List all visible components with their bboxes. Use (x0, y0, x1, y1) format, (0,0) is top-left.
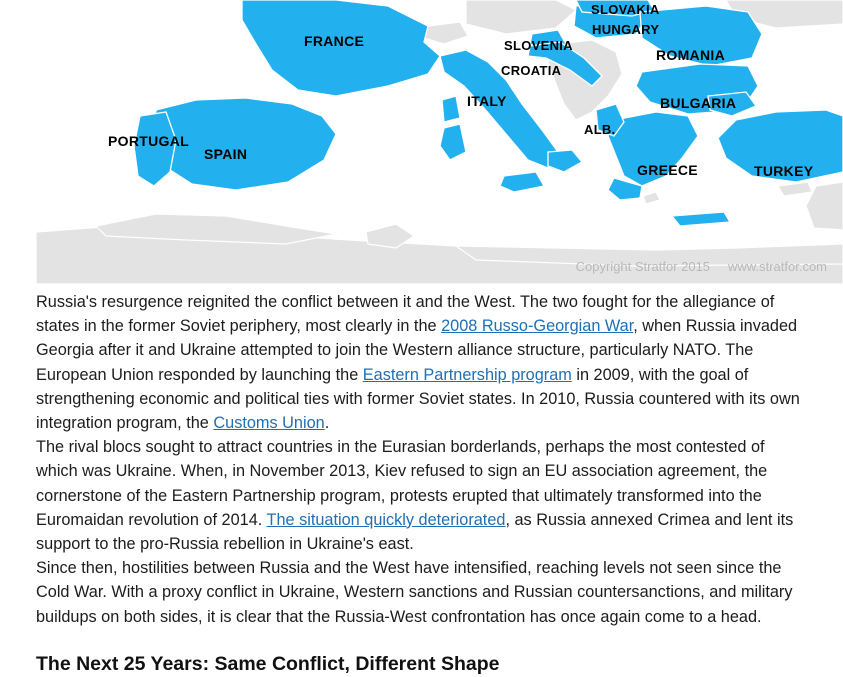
map-label-albania: ALB. (584, 122, 616, 137)
inline-link[interactable]: The situation quickly deteriorated (266, 510, 506, 529)
map-label-hungary: HUNGARY (592, 22, 660, 37)
paragraph-text: The rival blocs sought to attract countries in the Eurasian borderlands, perhaps the most contested of which was Ukraine. When, in November 2013, Kiev refused to sign an EU association agreement, the cornerstone of the Eastern Partnership program, protests erupted that ultimately transformed into the Euromaidan revolution of 2014. (36, 438, 768, 529)
article-body (36, 290, 808, 677)
europe-map-figure (36, 0, 843, 284)
map-label-romania: ROMANIA (656, 47, 725, 63)
map-label-greece: GREECE (637, 162, 698, 178)
paragraph-3 (36, 556, 808, 629)
paragraph-text: , when Russia invaded Georgia after it and Ukraine attempted to join the Western alliance structure, particularly NATO. The European Union responded by launching the (36, 317, 798, 384)
paragraph-text: in 2009, with the goal of strengthening economic and political ties with former Soviet states. In 2010, Russia countered with its own integration program, the (36, 365, 800, 433)
paragraph-text: Russia's resurgence reignited the conflict between it and the West. The two fought for the allegiance of states in the former Soviet periphery, most clearly in the (36, 293, 775, 336)
map-label-croatia: CROATIA (501, 63, 562, 78)
paragraph-text: . (324, 414, 330, 433)
paragraph-1 (36, 290, 808, 435)
map-label-slovenia: SLOVENIA (504, 38, 573, 53)
inline-link[interactable]: Eastern Partnership program (362, 365, 572, 384)
map-copyright (576, 259, 827, 274)
section-heading: The Next 25 Years: Same Conflict, Different Shape (36, 652, 500, 675)
paragraph-text: , as Russia annexed Crimea and lent its support to the pro-Russia rebellion in Ukraine's east. (36, 510, 794, 554)
inline-link[interactable]: Customs Union (213, 414, 325, 433)
map-label-turkey: TURKEY (754, 163, 814, 179)
map-label-portugal: PORTUGAL (108, 133, 189, 149)
map-label-slovakia: SLOVAKIA (591, 2, 660, 17)
inline-link[interactable]: 2008 Russo-Georgian War (441, 317, 634, 336)
map-label-spain: SPAIN (204, 146, 248, 162)
map-label-france: FRANCE (304, 33, 365, 49)
map-label-bulgaria: BULGARIA (660, 95, 737, 111)
paragraph-text: Since then, hostilities between Russia and the West have intensified, reaching levels not seen since the Cold War. With a proxy conflict in Ukraine, Western sanctions and Russian countersanctions, and military buildups on both sides, it is clear that the Russia-West confrontation has once again come to a head. (36, 559, 793, 626)
map-canvas (36, 0, 843, 284)
paragraph-2 (36, 435, 808, 556)
map-copyright-text: Copyright Stratfor 2015 (575, 259, 711, 274)
map-label-italy: ITALY (467, 93, 507, 109)
map-website: www.stratfor.com (728, 259, 827, 274)
